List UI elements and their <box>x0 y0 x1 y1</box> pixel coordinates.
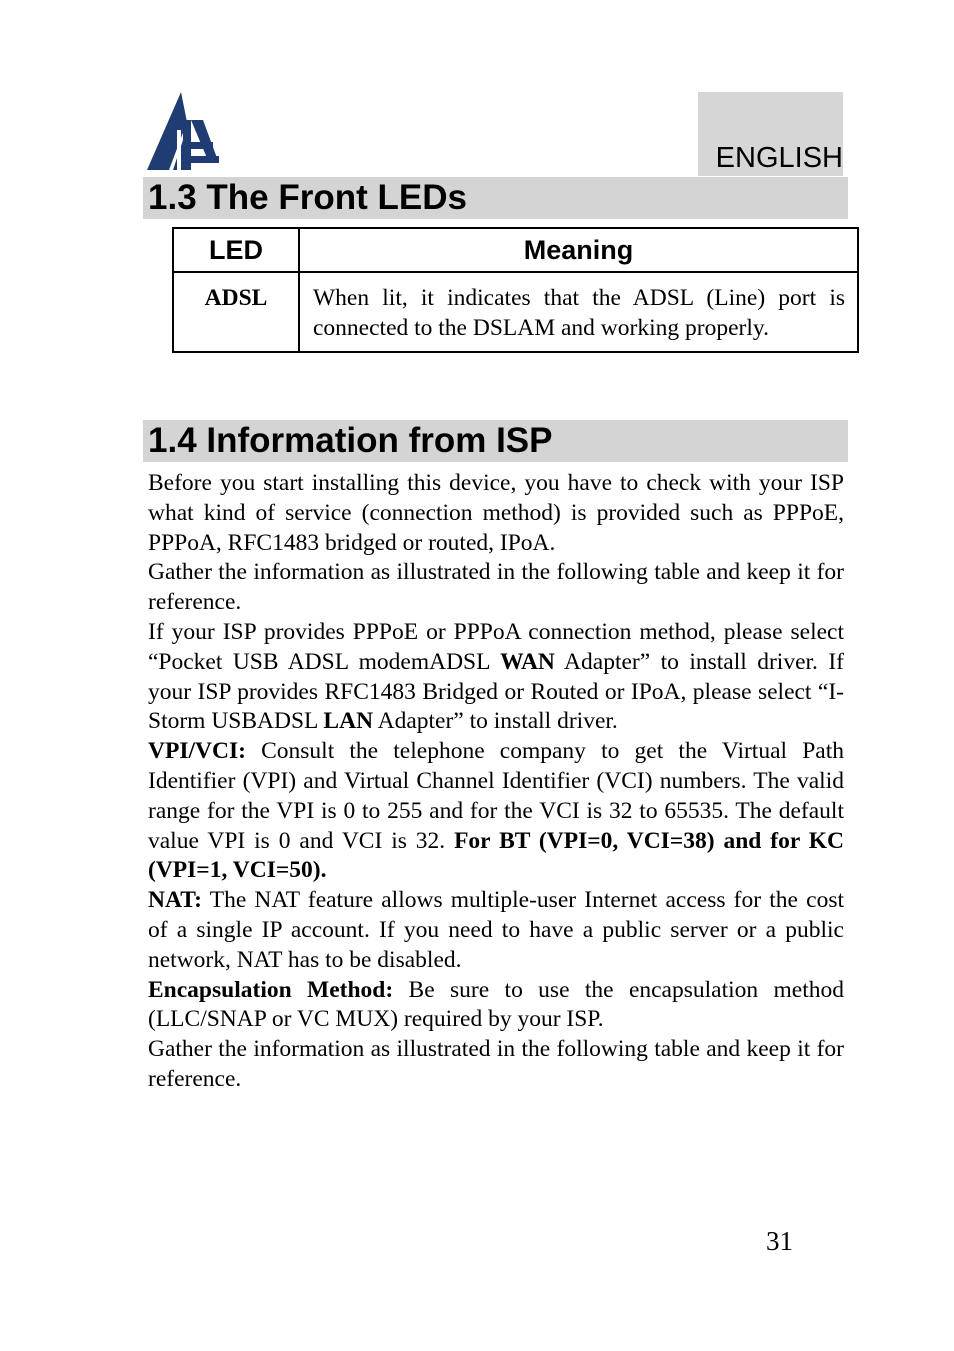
led-name-cell: ADSL <box>173 272 299 352</box>
table-header-row <box>173 228 858 272</box>
paragraph-vpi-vci <box>148 737 844 886</box>
encapsulation-label: Encapsulation Method: <box>148 976 394 1003</box>
driver-text-part-a: If your ISP provides PPPoE or PPPoA connection method, please select “Pocket USB ADSL modemADSL <box>148 618 844 675</box>
vpi-vci-label: VPI/VCI: <box>148 738 246 765</box>
table-row <box>173 272 858 352</box>
column-header-meaning: Meaning <box>299 228 858 272</box>
nat-text: The NAT feature allows multiple-user Internet access for the cost of a single IP account. If you need to have a public server or a public network, NAT has to be disabled. <box>148 887 844 973</box>
paragraph-isp-check: Before you start installing this device, you have to check with your ISP what kind of service (connection method) is provided such as PPPoE, PPPoA, RFC1483 bridged or routed, IPoA. <box>148 470 844 556</box>
vpi-vci-bt-kc-values: For BT (VPI=0, VCI=38) and for KC (VPI=1, VCI=50). <box>148 827 844 884</box>
paragraph-gather-info-repeat: Gather the information as illustrated in the following table and keep it for reference. <box>148 1036 844 1092</box>
language-label: ENGLISH <box>715 142 843 174</box>
atlantis-logo-icon <box>147 92 219 170</box>
paragraph-gather-info: Gather the information as illustrated in the following table and keep it for reference. <box>148 559 844 616</box>
encapsulation-text: Be sure to use the encapsulation method (LLC/SNAP or VC MUX) required by your ISP. <box>148 976 844 1033</box>
front-leds-table <box>172 227 859 353</box>
nat-label: NAT: <box>148 887 202 914</box>
driver-text-part-e: Adapter” to install driver. <box>373 708 618 735</box>
paragraph-nat <box>148 886 844 975</box>
column-header-led: LED <box>173 228 299 272</box>
led-meaning-cell: When lit, it indicates that the ADSL (Line) port is connected to the DSLAM and working properly. <box>299 272 858 352</box>
section-1-4-title: 1.4 Information from ISP <box>148 421 553 460</box>
page-number: 31 <box>766 1226 793 1256</box>
wan-keyword: WAN <box>500 648 555 675</box>
section-1-4-body <box>148 469 844 1095</box>
section-1-3-title: 1.3 The Front LEDs <box>148 178 467 217</box>
paragraph-driver-selection <box>148 618 844 737</box>
paragraph-encapsulation <box>148 976 844 1036</box>
lan-keyword: LAN <box>323 708 374 735</box>
driver-text-part-c: Adapter” to install driver. If your ISP provides RFC1483 Bridged or Routed or IPoA, please select “I-Storm USBADSL <box>148 648 844 735</box>
vpi-vci-text: Consult the telephone company to get the Virtual Path Identifier (VPI) and Virtual Channel Identifier (VCI) numbers. The valid range for the VPI is 0 to 255 and for the VCI is 32 to 65535. The default value VPI is 0 and VCI is 32. <box>148 738 844 854</box>
